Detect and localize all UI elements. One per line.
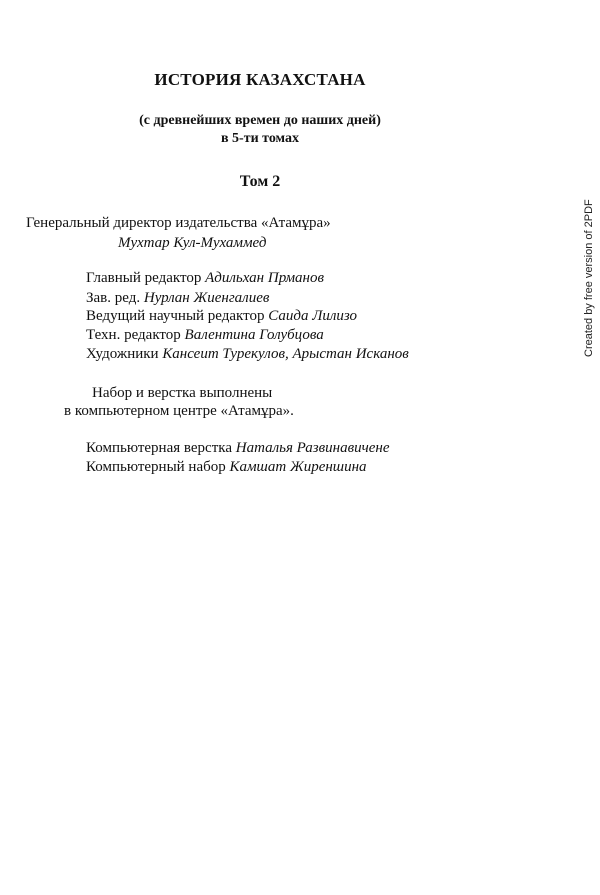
production-line-1: Набор и верстка выполнены [92, 385, 273, 401]
tech-editor-line [86, 327, 324, 344]
tech-editor-role: Техн. редактор [86, 327, 181, 343]
layout-role: Компьютерная верстка [86, 440, 232, 456]
director-role: Генеральный директор издательства «Атамұра» [26, 215, 331, 231]
typing-line [86, 459, 367, 476]
layout-line [86, 440, 390, 457]
volume-number: Том 2 [239, 173, 281, 190]
managing-editor-name: Нурлан Жиенгалиев [143, 290, 270, 306]
layout-name: Наталья Развинавичене [235, 440, 390, 456]
artists-line [86, 346, 409, 363]
artists-role: Художники [86, 346, 159, 362]
typing-name: Камшат Жиреншина [229, 459, 367, 475]
science-editor-name: Саида Лилизо [268, 308, 358, 324]
science-editor-line [86, 308, 357, 325]
managing-editor-role: Зав. ред. [86, 290, 141, 306]
chief-editor-name: Адильхан Прманов [205, 270, 324, 286]
managing-editor-line [86, 290, 269, 307]
book-subtitle: (с древнейших времен до наших дней) [139, 113, 381, 128]
chief-editor-line [86, 270, 324, 287]
science-editor-role: Ведущий научный редактор [86, 308, 265, 324]
watermark-text: Created by free version of 2PDF [583, 199, 595, 357]
production-line-2: в компьютерном центре «Атамұра». [64, 403, 294, 419]
tech-editor-name: Валентина Голубцова [184, 327, 324, 343]
book-title: ИСТОРИЯ КАЗАХСТАНА [154, 70, 366, 89]
typing-role: Компьютерный набор [86, 459, 226, 475]
volumes-note: в 5-ти томах [220, 131, 300, 146]
director-name: Мухтар Кул-Мухаммед [118, 235, 267, 251]
artists-names: Кансеит Турекулов, Арыстан Исканов [162, 346, 409, 362]
chief-editor-role: Главный редактор [86, 270, 202, 286]
